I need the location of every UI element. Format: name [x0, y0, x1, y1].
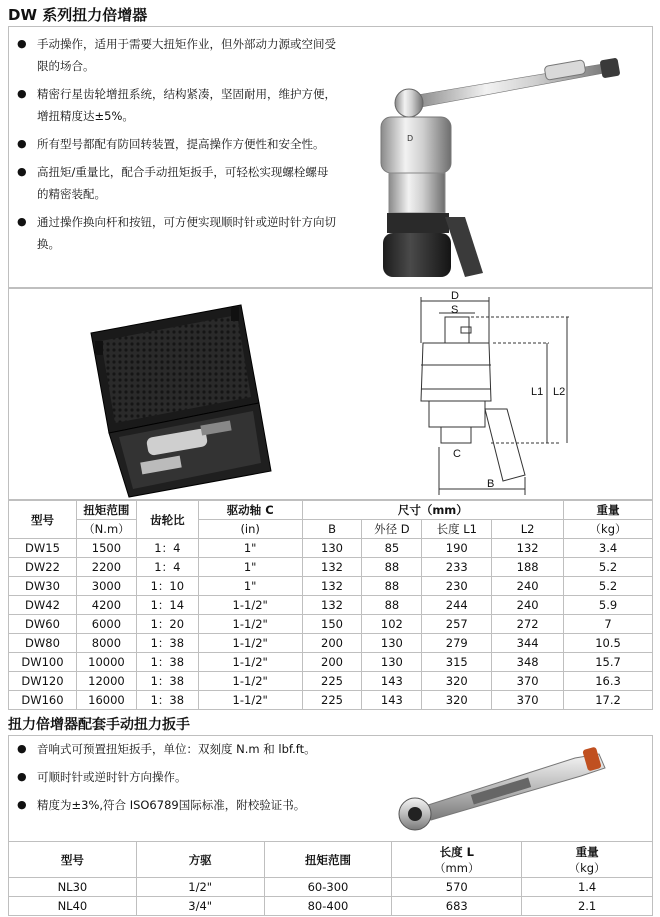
dw-spec-body [9, 539, 653, 710]
table-cell: 257 [422, 615, 492, 634]
wrench-section-title: 扭力倍增器配套手动扭力扳手 [8, 717, 190, 733]
table-header-row [9, 501, 653, 520]
table-cell: 1.4 [522, 878, 653, 897]
wrench-spec-table [8, 841, 653, 916]
table-cell: 2200 [76, 558, 136, 577]
table-cell: NL30 [9, 878, 137, 897]
table-cell: DW80 [9, 634, 77, 653]
table-header-row [9, 520, 653, 539]
table-cell: 188 [492, 558, 564, 577]
wrench-feature-item: ● 精度为±3%,符合 ISO6789国际标准，附校验证书。 [9, 794, 349, 816]
table-cell: 344 [492, 634, 564, 653]
table-cell: 85 [362, 539, 422, 558]
table-cell: 88 [362, 596, 422, 615]
table-cell: 244 [422, 596, 492, 615]
feature-item: ● 所有型号都配有防回转装置，提高操作方便性和安全性。 [9, 133, 339, 155]
header-wrench-drive: 方驱 [136, 842, 264, 878]
table-row [9, 691, 653, 710]
table-cell: 240 [492, 596, 564, 615]
label-d: D [451, 291, 459, 302]
table-cell: 1500 [76, 539, 136, 558]
table-cell: 233 [422, 558, 492, 577]
header-torque-unit: （N.m） [76, 520, 136, 539]
header-wrench-range: 扭矩范围 [264, 842, 392, 878]
table-cell: 132 [302, 577, 362, 596]
table-cell: 1-1/2" [198, 634, 302, 653]
table-cell: 1：4 [136, 558, 198, 577]
table-cell: 5.2 [564, 577, 653, 596]
table-cell: 315 [422, 653, 492, 672]
table-row [9, 897, 653, 916]
table-cell: 88 [362, 577, 422, 596]
table-cell: 272 [492, 615, 564, 634]
header-drive: 驱动轴 C [198, 501, 302, 520]
table-cell: 320 [422, 691, 492, 710]
table-cell: DW42 [9, 596, 77, 615]
table-row [9, 539, 653, 558]
table-cell: 200 [302, 653, 362, 672]
table-cell: 1-1/2" [198, 653, 302, 672]
wrench-features-box [8, 735, 653, 841]
table-cell: 348 [492, 653, 564, 672]
table-cell: 130 [302, 539, 362, 558]
label-c: C [453, 448, 461, 460]
table-cell: 1：38 [136, 653, 198, 672]
table-cell: 7 [564, 615, 653, 634]
table-cell: 132 [302, 558, 362, 577]
svg-text:D: D [407, 134, 414, 143]
wrench-feature-item: ● 可顺时针或逆时针方向操作。 [9, 766, 349, 788]
dw-spec-table [8, 500, 653, 710]
header-weight-unit: （kg） [564, 520, 653, 539]
table-cell: 225 [302, 672, 362, 691]
table-row [9, 577, 653, 596]
table-cell: 132 [302, 596, 362, 615]
header-wrench-weight: 重量 （kg） [522, 842, 653, 878]
table-cell: 5.2 [564, 558, 653, 577]
table-cell: 1：20 [136, 615, 198, 634]
table-cell: 1：38 [136, 691, 198, 710]
torque-multiplier-photo [359, 37, 639, 282]
table-row [9, 672, 653, 691]
table-cell: 1：38 [136, 634, 198, 653]
label-l1: L1 [531, 386, 544, 398]
table-cell: 1：10 [136, 577, 198, 596]
wrench-spec-body [9, 878, 653, 916]
header-wrench-length: 长度 L （mm） [392, 842, 522, 878]
table-row [9, 634, 653, 653]
table-cell: 370 [492, 672, 564, 691]
table-cell: 230 [422, 577, 492, 596]
table-cell: 240 [492, 577, 564, 596]
table-cell: DW60 [9, 615, 77, 634]
label-l2: L2 [553, 386, 566, 398]
table-cell: 1：14 [136, 596, 198, 615]
label-s: S [451, 304, 459, 316]
table-cell: 132 [492, 539, 564, 558]
table-cell: DW120 [9, 672, 77, 691]
header-od: 外径 D [362, 520, 422, 539]
table-cell: 1" [198, 577, 302, 596]
header-l1: 长度 L1 [422, 520, 492, 539]
header-l2: L2 [492, 520, 564, 539]
table-cell: 130 [362, 634, 422, 653]
header-ratio: 齿轮比 [136, 501, 198, 539]
table-row [9, 653, 653, 672]
table-cell: 683 [392, 897, 522, 916]
table-cell: 16000 [76, 691, 136, 710]
table-row [9, 558, 653, 577]
header-wrench-model: 型号 [9, 842, 137, 878]
header-b: B [302, 520, 362, 539]
table-cell: 3.4 [564, 539, 653, 558]
table-cell: 3/4" [136, 897, 264, 916]
table-cell: 3000 [76, 577, 136, 596]
table-cell: 200 [302, 634, 362, 653]
table-cell: 17.2 [564, 691, 653, 710]
table-cell: 1：38 [136, 672, 198, 691]
header-model: 型号 [9, 501, 77, 539]
feature-item: ● 通过操作换向杆和按钮，可方便实现顺时针或逆时针方向切换。 [9, 211, 339, 255]
page-title: DW 系列扭力倍增器 [8, 6, 148, 24]
header-weight: 重量 [564, 501, 653, 520]
header-drive-unit: (in) [198, 520, 302, 539]
feature-item: ● 精密行星齿轮增扭系统，结构紧凑，坚固耐用，维护方便，增扭精度达±5%。 [9, 83, 339, 127]
table-row [9, 615, 653, 634]
table-cell: 6000 [76, 615, 136, 634]
table-cell: 5.9 [564, 596, 653, 615]
table-cell: 570 [392, 878, 522, 897]
table-cell: 1-1/2" [198, 615, 302, 634]
table-cell: 190 [422, 539, 492, 558]
table-cell: 1" [198, 539, 302, 558]
table-cell: 143 [362, 691, 422, 710]
label-b: B [487, 478, 495, 490]
table-cell: 102 [362, 615, 422, 634]
table-cell: DW100 [9, 653, 77, 672]
table-row [9, 596, 653, 615]
table-cell: NL40 [9, 897, 137, 916]
table-cell: 15.7 [564, 653, 653, 672]
table-cell: 1/2" [136, 878, 264, 897]
table-cell: DW15 [9, 539, 77, 558]
table-cell: 1-1/2" [198, 596, 302, 615]
table-cell: 16.3 [564, 672, 653, 691]
table-cell: DW30 [9, 577, 77, 596]
table-cell: 320 [422, 672, 492, 691]
table-cell: 8000 [76, 634, 136, 653]
table-cell: DW160 [9, 691, 77, 710]
dimension-diagram [399, 291, 589, 499]
features-box [8, 26, 653, 288]
table-header-row [9, 842, 653, 878]
table-cell: 150 [302, 615, 362, 634]
table-cell: 10.5 [564, 634, 653, 653]
header-size: 尺寸（mm） [302, 501, 564, 520]
table-cell: 80-400 [264, 897, 392, 916]
header-torque-range: 扭矩范围 [76, 501, 136, 520]
table-cell: 1-1/2" [198, 672, 302, 691]
wrench-feature-list [9, 738, 349, 816]
torque-wrench-photo [385, 740, 615, 836]
table-cell: 370 [492, 691, 564, 710]
table-cell: 130 [362, 653, 422, 672]
table-cell: 60-300 [264, 878, 392, 897]
table-cell: 225 [302, 691, 362, 710]
table-cell: DW22 [9, 558, 77, 577]
table-cell: 10000 [76, 653, 136, 672]
table-cell: 2.1 [522, 897, 653, 916]
table-cell: 1：4 [136, 539, 198, 558]
table-cell: 88 [362, 558, 422, 577]
table-row [9, 878, 653, 897]
table-cell: 4200 [76, 596, 136, 615]
table-cell: 1-1/2" [198, 691, 302, 710]
table-cell: 279 [422, 634, 492, 653]
feature-item: ● 高扭矩/重量比，配合手动扭矩扳手，可轻松实现螺栓螺母的精密装配。 [9, 161, 339, 205]
carrying-case-photo [81, 293, 281, 499]
media-box [8, 288, 653, 500]
table-cell: 1" [198, 558, 302, 577]
wrench-feature-item: ● 音响式可预置扭矩扳手，单位：双刻度 N.m 和 lbf.ft。 [9, 738, 349, 760]
feature-item: ● 手动操作，适用于需要大扭矩作业，但外部动力源或空间受限的场合。 [9, 33, 339, 77]
feature-list [9, 33, 339, 255]
table-cell: 12000 [76, 672, 136, 691]
table-cell: 143 [362, 672, 422, 691]
